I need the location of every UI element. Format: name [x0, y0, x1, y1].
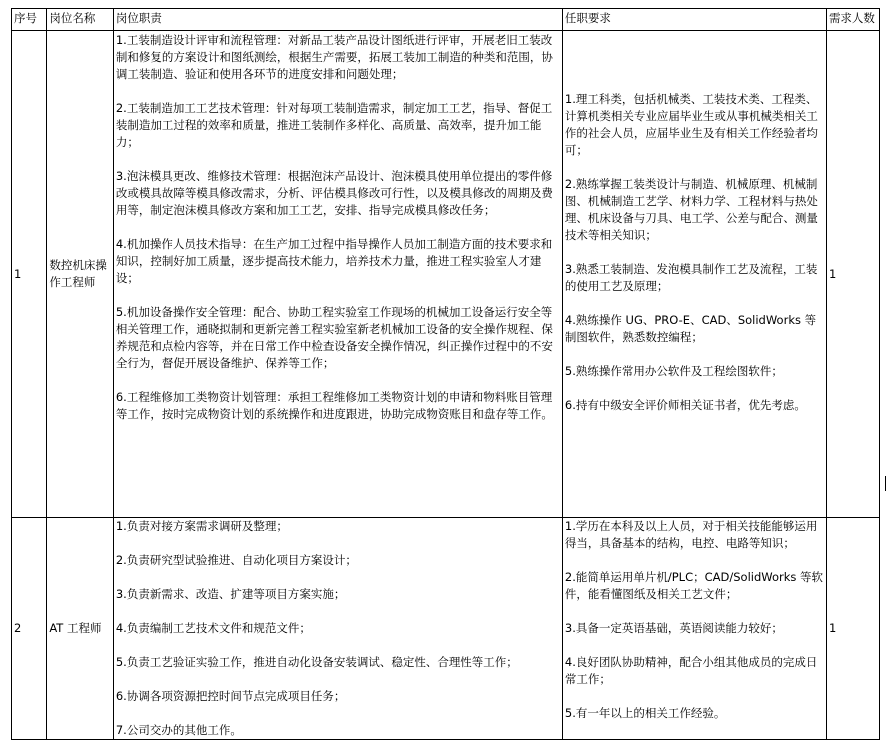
header-row [12, 9, 880, 31]
row-requirements [562, 518, 826, 740]
duty-item: 3.泡沫模具更改、维修技术管理：根据泡沫产品设计、泡沫模具使用单位提出的零件修改或模具故障等模具修改需求，分析、评估模具修改可行性，以及模具修改的周期及费用等，制定泡沫模具修改方案和加工工艺，安排、指导完成模具修改任务； [115, 169, 553, 217]
duty-item: 3.负责新需求、改造、扩建等项目方案实施； [115, 587, 346, 601]
requirement-item: 5.熟练操作常用办公软件及工程绘图软件； [564, 364, 783, 378]
table-row [12, 518, 880, 740]
row-count: 1 [826, 31, 879, 518]
row-duties [113, 31, 562, 518]
text-cursor [885, 476, 886, 491]
row-position-name: AT 工程师 [47, 518, 114, 740]
row-requirements [562, 31, 826, 518]
requirement-item: 4.良好团队协助精神，配合小组其他成员的完成日常工作； [564, 655, 818, 686]
requirement-item: 3.具备一定英语基础，英语阅读能力较好； [564, 621, 783, 635]
duty-item: 1.负责对接方案需求调研及整理； [115, 519, 288, 533]
table-row [12, 31, 880, 518]
job-table [11, 8, 880, 740]
header-count: 需求人数 [826, 9, 879, 31]
header-requirements: 任职要求 [562, 9, 826, 31]
row-count: 1 [826, 518, 879, 740]
row-no: 2 [12, 518, 47, 740]
requirement-item: 1.理工科类，包括机械类、工装技术类、工程类、计算机类相关专业应届毕业生或从事机械类相关工作的社会人员，应届毕业生及有相关工作经验者均可； [564, 92, 818, 157]
header-no: 序号 [12, 9, 47, 31]
requirement-item: 6.持有中级安全评价师相关证书者，优先考虑。 [564, 398, 806, 412]
duty-item: 5.机加设备操作安全管理：配合、协助工程实验室工作现场的机械加工设备运行安全等相关管理工作，通晓拟制和更新完善工程实验室新老机械加工设备的安全操作规程、保养规范和点检内容等，并在日常工作中检查设备安全操作情况，纠正操作过程中的不安全行为，督促开展设备维护、保养等工作； [115, 305, 553, 370]
duty-item: 6.协调各项资源把控时间节点完成项目任务； [115, 689, 346, 703]
row-duties [113, 518, 562, 740]
requirement-item: 2.能简单运用单片机/PLC；CAD/SolidWorks 等软件，能看懂图纸及相关工艺文件； [564, 570, 824, 601]
requirement-item: 4.熟练操作 UG、PRO-E、CAD、SolidWorks 等制图软件，熟悉数控编程； [564, 313, 817, 344]
duty-item: 2.工装制造加工工艺技术管理：针对每项工装制造需求，制定加工工艺，指导、督促工装制造加工过程的效率和质量，推进工装制作多样化、高质量、高效率，提升加工能力； [115, 101, 553, 149]
requirement-item: 5.有一年以上的相关工作经验。 [564, 706, 726, 720]
requirement-item: 1.学历在本科及以上人员，对于相关技能能够运用得当，具备基本的结构，电控、电路等知识； [564, 519, 818, 550]
duty-item: 4.机加操作人员技术指导：在生产加工过程中指导操作人员加工制造方面的技术要求和知识，控制好加工质量，逐步提高技术能力，培养技术力量，推进工程实验室人才建设； [115, 237, 553, 285]
row-position-name: 数控机床操作工程师 [47, 31, 114, 518]
duty-item: 4.负责编制工艺技术文件和规范文件； [115, 621, 311, 635]
header-duties: 岗位职责 [113, 9, 562, 31]
duty-item: 6.工程维修加工类物资计划管理：承担工程维修加工类物资计划的申请和物料账目管理等工作，按时完成物资计划的系统操作和进度跟进，协助完成物资账目和盘存等工作。 [115, 390, 553, 421]
row-no: 1 [12, 31, 47, 518]
duty-item: 1.工装制造设计评审和流程管理：对新品工装产品设计图纸进行评审，开展老旧工装改制和修复的方案设计和图纸测绘，根据生产需要，拓展工装加工制造的种类和范围，协调工装制造、验证和使用各环节的进度安排和问题处理； [115, 33, 553, 81]
duty-item: 5.负责工艺验证实验工作，推进自动化设备安装调试、稳定性、合理性等工作； [115, 655, 518, 669]
requirement-item: 2.熟练掌握工装类设计与制造、机械原理、机械制图、机械制造工艺学、材料力学、工程材料与热处理、机床设备与刀具、电工学、公差与配合、测量技术等相关知识； [564, 177, 818, 242]
header-name: 岗位名称 [47, 9, 114, 31]
duty-item: 7.公司交办的其他工作。 [115, 723, 242, 737]
duty-item: 2.负责研究型试验推进、自动化项目方案设计； [115, 553, 357, 567]
requirement-item: 3.熟悉工装制造、发泡模具制作工艺及流程，工装的使用工艺及原理； [564, 262, 818, 293]
